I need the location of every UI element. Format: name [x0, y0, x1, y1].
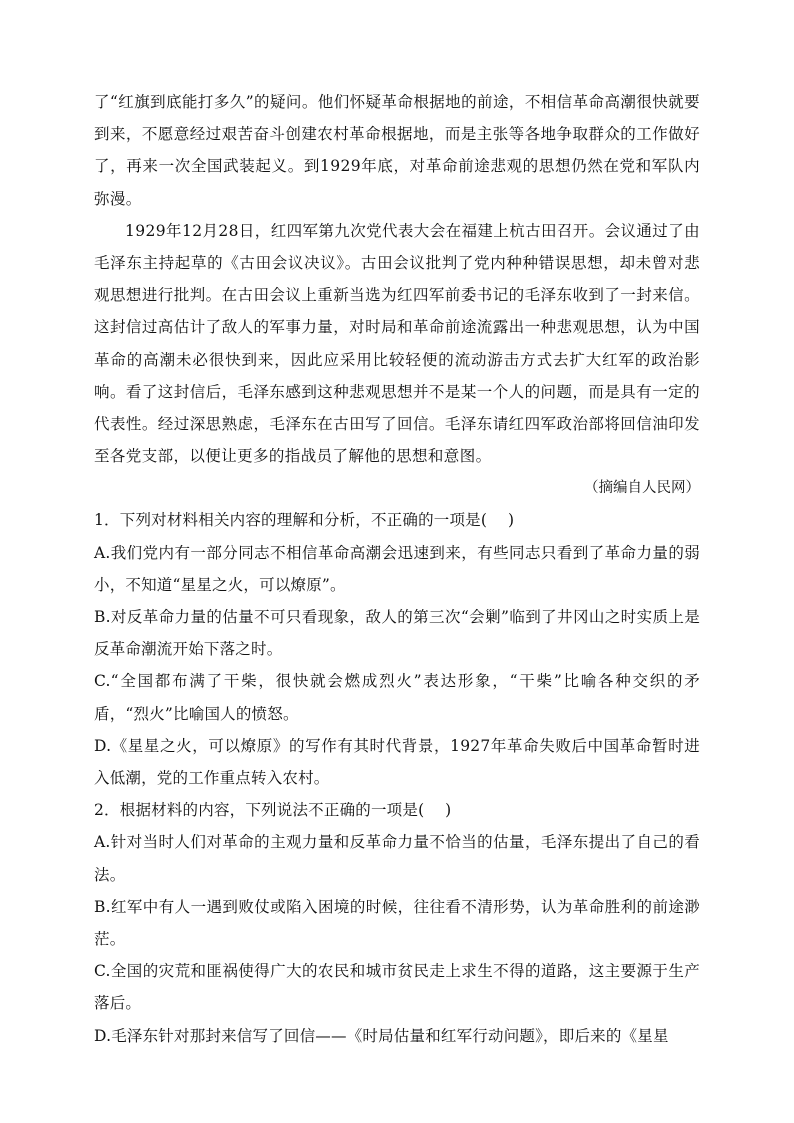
passage-paragraph-1: 了“红旗到底能打多久”的疑问。他们怀疑革命根据地的前途，不相信革命高潮很快就要到来，不愿意经过艰苦奋斗创建农村革命根据地，而是主张等各地争取群众的工作做好了，再来一次全国武装起义。到1929年底，对革命前途悲观的思想仍然在党和军队内弥漫。 — [94, 93, 700, 208]
option-d: D.《星星之火，可以燎原》的写作有其时代背景，1927年革命失败后中国革命暂时进入低潮，党的工作重点转入农村。 — [94, 736, 700, 788]
document-page — [94, 86, 700, 1052]
question-2 — [94, 794, 700, 1052]
question-list — [94, 504, 700, 1051]
passage-paragraph-2: 1929年12月28日，红四军第九次党代表大会在福建上杭古田召开。会议通过了由毛泽东主持起草的《古田会议决议》。古田会议批判了党内种种错误思想，却未曾对悲观思想进行批判。在古田会议上重新当选为红四军前委书记的毛泽东收到了一封来信。这封信过高估计了敌人的军事力量，对时局和革命前途流露出一种悲观思想，认为中国革命的高潮未必很快到来，因此应采用比较轻便的流动游击方式去扩大红军的政治影响。看了这封信后，毛泽东感到这种悲观思想并不是某一个人的问题，而是具有一定的代表性。经过深思熟虑，毛泽东在古田写了回信。毛泽东请红四军政治部将回信油印发至各党支部，以便让更多的指战员了解他的思想和意图。 — [94, 221, 700, 466]
question-stem: 1．下列对材料相关内容的理解和分析，不正确的一项是( ) — [94, 511, 515, 530]
option-b: B.红军中有人一遇到败仗或陷入困境的时候，往往看不清形势，认为革命胜利的前途渺茫。 — [94, 897, 700, 949]
passage-source: （摘编自人民网） — [584, 480, 700, 497]
option-b: B.对反革命力量的估量不可只看现象，敌人的第三次“会剿”临到了井冈山之时实质上是反革命潮流开始下落之时。 — [94, 608, 700, 659]
option-a: A.针对当时人们对革命的主观力量和反革命力量不恰当的估量，毛泽东提出了自己的看法。 — [94, 833, 700, 884]
question-stem: 2．根据材料的内容，下列说法不正确的一项是( ) — [94, 801, 452, 820]
option-d: D.毛泽东针对那封来信写了回信——《时局估量和红军行动问题》，即后来的《星星 — [94, 1026, 669, 1045]
question-1 — [94, 504, 700, 794]
option-a: A.我们党内有一部分同志不相信革命高潮会迅速到来，有些同志只看到了革命力量的弱小，不知道“星星之火，可以燎原”。 — [94, 543, 700, 594]
option-c: C.“全国都布满了干柴，很快就会燃成烈火”表达形象，“干柴”比喻各种交织的矛盾，“烈火”比喻国人的愤怒。 — [94, 672, 700, 723]
option-c: C.全国的灾荒和匪祸使得广大的农民和城市贫民走上求生不得的道路，这主要源于生产落后。 — [94, 962, 700, 1013]
